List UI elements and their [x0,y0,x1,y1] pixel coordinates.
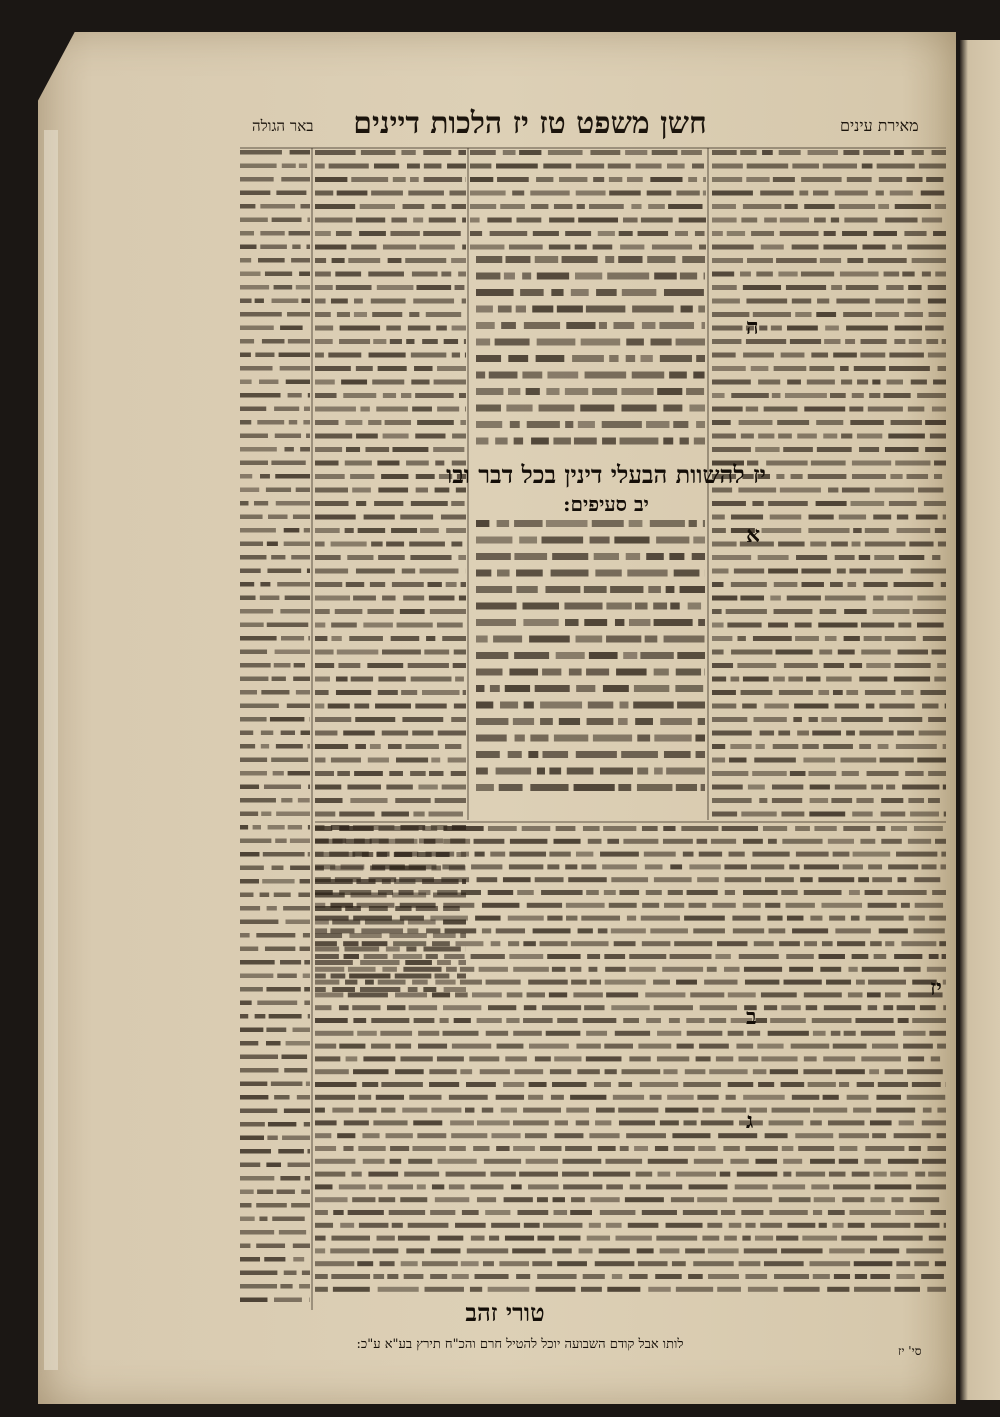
header-main-text: חשן משפט טז יז הלכות דיינים [353,106,707,141]
header-beer-hagolah: באר הגולה [252,117,314,135]
para-letter: יז [930,975,942,1001]
para-letter: ב [746,1004,757,1030]
header-meirat-einayim: מאירת עינים [840,116,919,135]
section-subtitle: יב סעיפים: [563,492,649,516]
header-main-title [290,106,770,146]
section-title: יז להשוות הבעלי דינין בכל דבר ובו [446,460,766,489]
page-number: סי' יז [898,1344,922,1358]
footer-title: טורי זהב [465,1298,545,1327]
para-letter: ג [746,1108,754,1134]
footer-line: לותו אבל קודם השבועה יוכל להטיל חרם והכ"ח תירץ בע"א ע"כ: [356,1337,684,1352]
para-letter: א [746,522,761,548]
para-letter: ה [746,314,759,340]
